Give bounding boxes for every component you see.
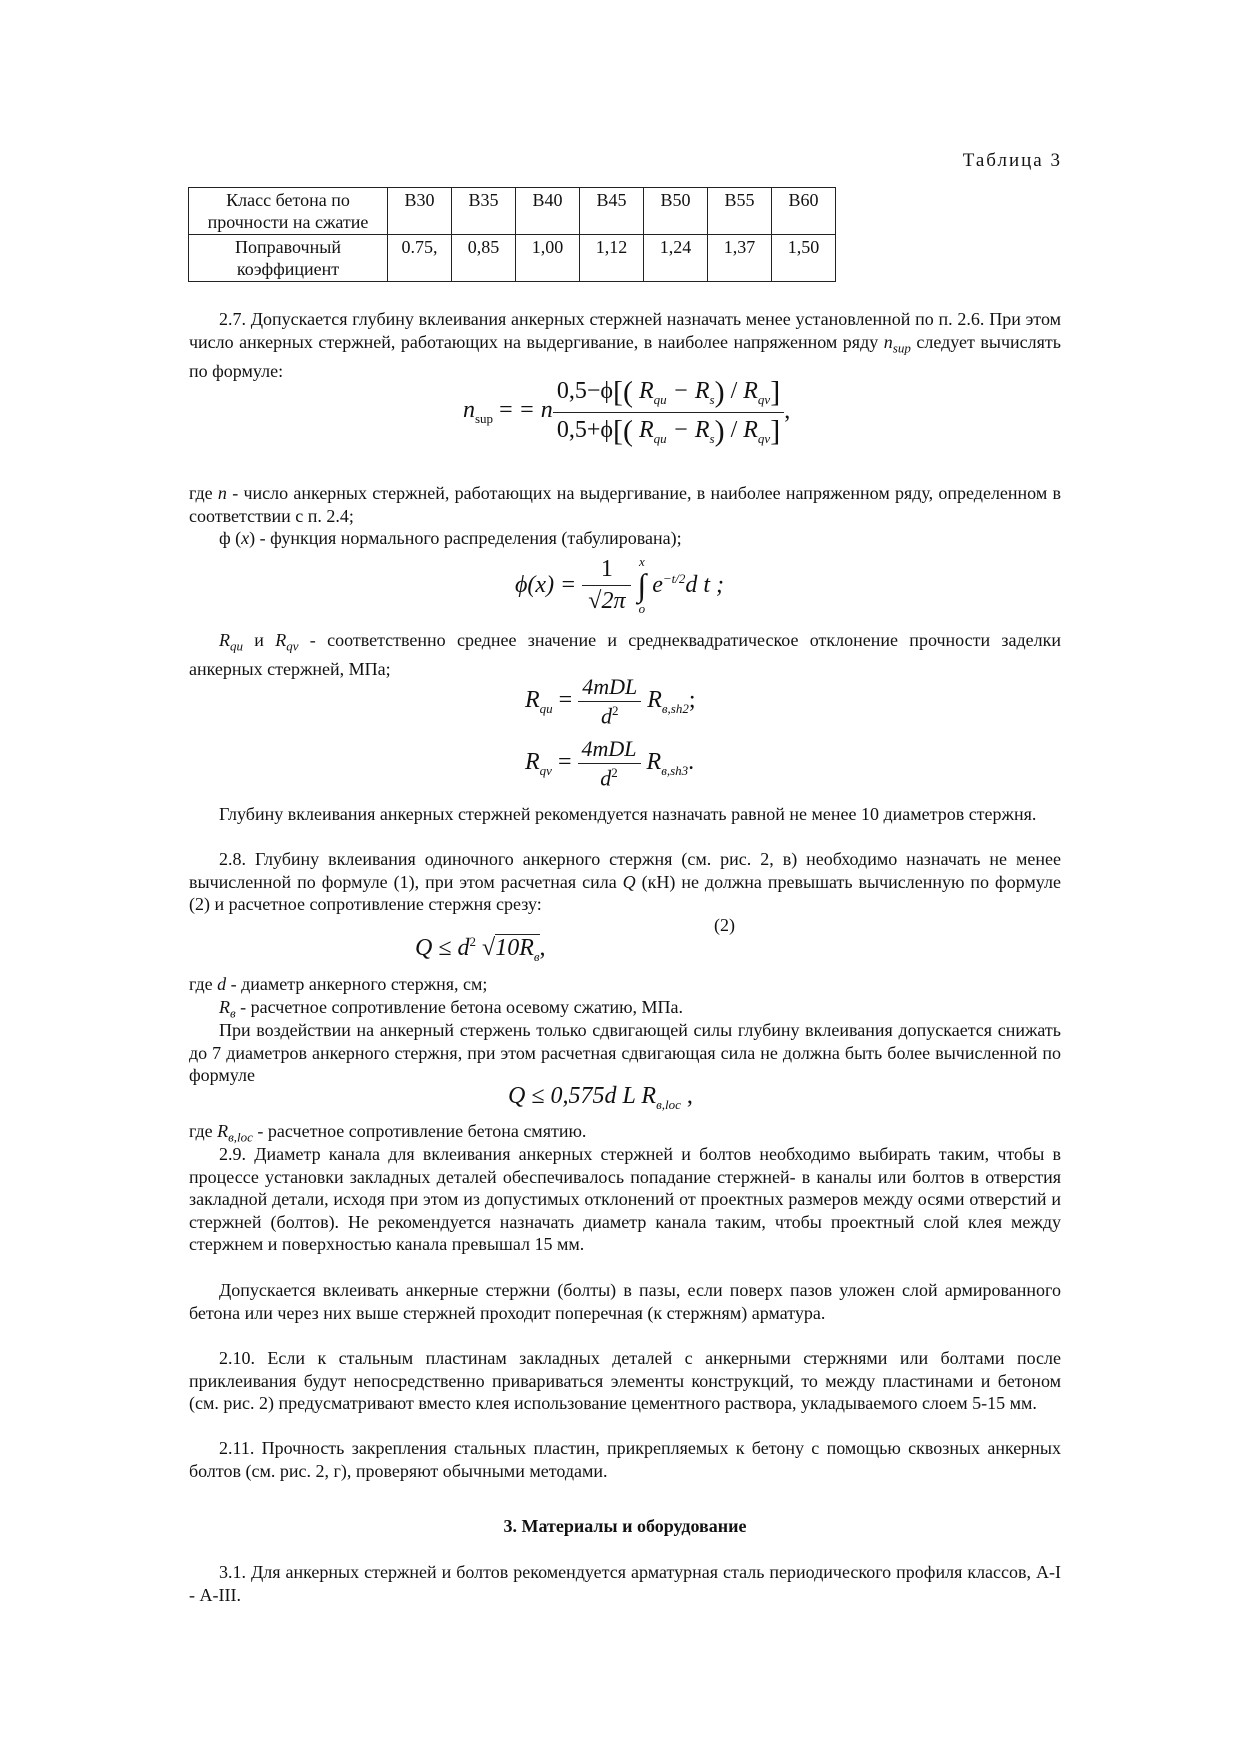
exponent: 2 xyxy=(611,703,619,718)
text: 2.8. Глубину вклеивания одиночного анкерного стержня (см. рис. 2, в) необходимо назначать не менее вычисленной по формуле (1), при этом расчетная сила xyxy=(189,849,1061,892)
table-cell: 1,50 xyxy=(772,235,836,282)
text: (кН) не должна превышать вычисленную по формуле (2) и расчетное сопротивление стержня срезу: xyxy=(189,871,1061,914)
numerator: 4mDL xyxy=(581,736,637,761)
subscript: qu xyxy=(539,700,553,716)
variable: x xyxy=(241,528,250,548)
paragraph-3-1: 3.1. Для анкерных стержней и болтов рекомендуется арматурная сталь периодического профиля классов, А-I - А-III. xyxy=(189,1562,1061,1605)
variable: R xyxy=(219,997,230,1017)
formula-lhs: Q ≤ 0,575d L R xyxy=(508,1083,657,1109)
variable: d xyxy=(217,974,227,994)
punctuation: , xyxy=(784,397,791,424)
variable: d xyxy=(600,765,612,791)
paragraph-slots: Допускается вклеивать анкерные стержни (болты) в пазы, если поверх пазов уложен слой армированного бетона или через них выше стержней проходит поперечная (к стержням) арматура. xyxy=(189,1280,1061,1323)
text: - диаметр анкерного стержня, см; xyxy=(226,974,488,994)
table-caption: Таблица 3 xyxy=(962,150,1062,171)
variable: R xyxy=(525,748,540,775)
variable: R xyxy=(217,1121,229,1141)
paragraph-rqu xyxy=(189,629,1061,681)
subscript: в,loc xyxy=(228,1129,253,1145)
variable: R xyxy=(275,630,287,650)
formula-q-shear xyxy=(415,934,546,965)
subscript: qv xyxy=(757,391,771,407)
subscript: в xyxy=(533,948,540,964)
denominator: √2π xyxy=(588,587,626,614)
text: где xyxy=(189,483,218,503)
equation-number: (2) xyxy=(714,915,735,935)
subscript: qv xyxy=(539,762,552,778)
variable: Q xyxy=(622,871,636,892)
exponent: −t/2 xyxy=(662,571,686,586)
text: и xyxy=(243,630,276,650)
text: 2.7. Допускается глубину вклеивания анкерных стержней назначать менее установленной по п. 2.6. При этом число анкерных стержней, работающих на выдергивание, в наиболее напряженном ряду xyxy=(189,309,1061,352)
section-heading: 3. Материалы и оборудование xyxy=(503,1516,747,1536)
equals: = xyxy=(557,748,572,775)
variable: R xyxy=(525,686,540,713)
subscript: в xyxy=(230,1005,236,1021)
text: где xyxy=(189,974,218,994)
subscript: sup xyxy=(892,340,911,356)
fraction: $\frac{0,5-\phi[( R_{qu} - R_s) / R_{qv}]}{0,5+\phi[( R_{qu} - R_s) / R_{qv}]}$ xyxy=(553,378,784,447)
table-cell: Поправочный коэффициент xyxy=(189,235,388,282)
subscript: в,sh3 xyxy=(661,762,689,778)
variable: R xyxy=(646,748,662,775)
table-cell: 1,00 xyxy=(516,235,580,282)
text: - расчетное сопротивление бетона смятию. xyxy=(252,1121,587,1141)
subscript: s xyxy=(709,391,715,407)
text: - соответственно среднее значение и среднеквадратическое отклонение прочности заделки анкерных стержней, МПа; xyxy=(189,630,1061,680)
variable: R xyxy=(647,686,662,713)
variable: = n xyxy=(518,397,553,424)
numerator: 1 xyxy=(600,555,613,582)
paragraph-2-10: 2.10. Если к стальным пластинам закладных деталей с анкерными стержнями или болтами после приклеивания будут непосредственно привариваться элементы конструкций, то между пластинами и бетоном (см. рис. 2) предусматривают вместо клея использование цементного раствора, укладываемого слоем 5-15 мм. xyxy=(189,1348,1061,1413)
table-cell: 1,24 xyxy=(644,235,708,282)
text: - расчетное сопротивление бетона осевому сжатию, МПа. xyxy=(235,997,684,1017)
subscript: qu xyxy=(653,391,667,407)
radicand: 10R xyxy=(495,935,534,961)
paragraph-phi xyxy=(189,527,1061,550)
paragraph-where-n xyxy=(189,482,1061,527)
subscript: qv xyxy=(286,638,299,654)
punctuation: , xyxy=(539,935,546,961)
variable: e xyxy=(652,572,663,598)
concrete-class-table xyxy=(188,187,836,282)
paragraph-shear: При воздействии на анкерный стержень только сдвигающей силы глубину вклеивания допускается снижать до 7 диаметров анкерного стержня, при этом расчетная сдвигающая сила не должна быть более вычисленной по формуле xyxy=(189,1020,1061,1085)
variable: R xyxy=(743,416,758,443)
text: ф ( xyxy=(219,528,242,548)
exponent: 2 xyxy=(469,934,477,949)
table-cell: В40 xyxy=(516,188,580,235)
variable: R xyxy=(743,378,758,404)
table-cell: В30 xyxy=(388,188,452,235)
variable: R xyxy=(694,416,710,443)
text: ) - функция нормального распределения (табулирована); xyxy=(249,528,682,548)
formula-nsup: $n_{sup}$ = = n $\frac{0,5-\phi[( R_{qu} - R_s) / R_{qv}]}{0,5+\phi[( R_{qu} - R_s) / R_{qv}]}$ , xyxy=(463,375,791,448)
punctuation: . xyxy=(688,748,695,775)
table-row xyxy=(189,235,836,282)
equals: = xyxy=(558,686,573,713)
subscript: qu xyxy=(230,638,243,654)
integral xyxy=(637,555,646,615)
fraction xyxy=(578,674,641,729)
formula-rqu xyxy=(525,674,696,729)
text: где xyxy=(189,1121,218,1141)
subscript: sup xyxy=(475,411,494,427)
subscript: в,sh2 xyxy=(661,700,689,716)
formula-tail: d t ; xyxy=(685,572,725,598)
sqrt-sign: √ xyxy=(482,935,496,961)
fraction xyxy=(582,556,631,615)
integral-sign: ∫ xyxy=(637,567,647,603)
paragraph-2-9: 2.9. Диаметр канала для вклеивания анкерных стержней и болтов необходимо выбирать таким, чтобы в процессе установки закладных деталей обеспечивалось попадание стержней- в каналы или болтов в отверстия закладной детали, исходя при этом из допустимых отклонений от проектных размеров между осями отверстий и стержней (болтов). Не рекомендуется назначать диаметр канала таким, чтобы проектный слой клея между стержнем и поверхностью канала превышал 15 мм. xyxy=(189,1144,1061,1254)
paragraph-2-7 xyxy=(189,308,1061,382)
exponent: 2 xyxy=(611,765,618,780)
paragraph-2-11: 2.11. Прочность закрепления стальных пластин, прикрепляемых к бетону с помощью сквозных анкерных болтов (см. рис. 2, г), проверяют обычными методами. xyxy=(189,1438,1061,1481)
table-cell: В50 xyxy=(644,188,708,235)
subscript: qu xyxy=(653,430,667,446)
table-cell: 1,12 xyxy=(580,235,644,282)
variable: R xyxy=(638,378,654,404)
punctuation: ; xyxy=(688,686,696,713)
fraction xyxy=(578,736,641,791)
integral-upper-limit: x xyxy=(638,554,645,569)
table-cell: Класс бетона по прочности на сжатие xyxy=(189,188,388,235)
formula-q-bearing xyxy=(508,1083,693,1113)
table-row xyxy=(189,188,836,235)
paragraph-depth: Глубину вклеивания анкерных стержней рекомендуется назначать равной не менее 10 диаметров стержня. xyxy=(219,804,1037,824)
subscript: qv xyxy=(757,430,771,446)
table-cell: В55 xyxy=(708,188,772,235)
integral-lower-limit: o xyxy=(638,601,646,616)
table-cell: В45 xyxy=(580,188,644,235)
paragraph-where-d xyxy=(189,973,1061,996)
table-cell: В35 xyxy=(452,188,516,235)
variable: R xyxy=(638,416,654,443)
variable: R xyxy=(219,630,230,650)
variable: d xyxy=(600,703,612,729)
text: - число анкерных стержней, работающих на выдергивание, в наиболее напряженном ряду, определенном в соответствии с п. 2.4; xyxy=(189,483,1061,526)
formula-rqv xyxy=(525,736,694,791)
paragraph-2-8 xyxy=(189,848,1061,916)
subscript: s xyxy=(709,430,715,446)
variable: R xyxy=(694,378,710,404)
numerator-prefix: 0,5−ϕ xyxy=(556,378,613,404)
formula-lhs: ϕ(x) = xyxy=(515,571,577,598)
punctuation: , xyxy=(680,1083,693,1109)
table-cell: 0,85 xyxy=(452,235,516,282)
formula-phi xyxy=(515,555,724,615)
text: следует вычислять по формуле: xyxy=(189,331,1062,381)
variable: n xyxy=(883,331,893,352)
numerator: 4mDL xyxy=(582,674,638,699)
variable: n xyxy=(217,483,227,503)
formula-lhs: Q ≤ d xyxy=(415,935,470,961)
table-cell: В60 xyxy=(772,188,836,235)
table-cell: 1,37 xyxy=(708,235,772,282)
denominator-prefix: 0,5+ϕ xyxy=(556,416,613,443)
subscript: в,loc xyxy=(656,1096,681,1112)
variable: n xyxy=(463,397,475,424)
table-cell: 0.75, xyxy=(388,235,452,282)
